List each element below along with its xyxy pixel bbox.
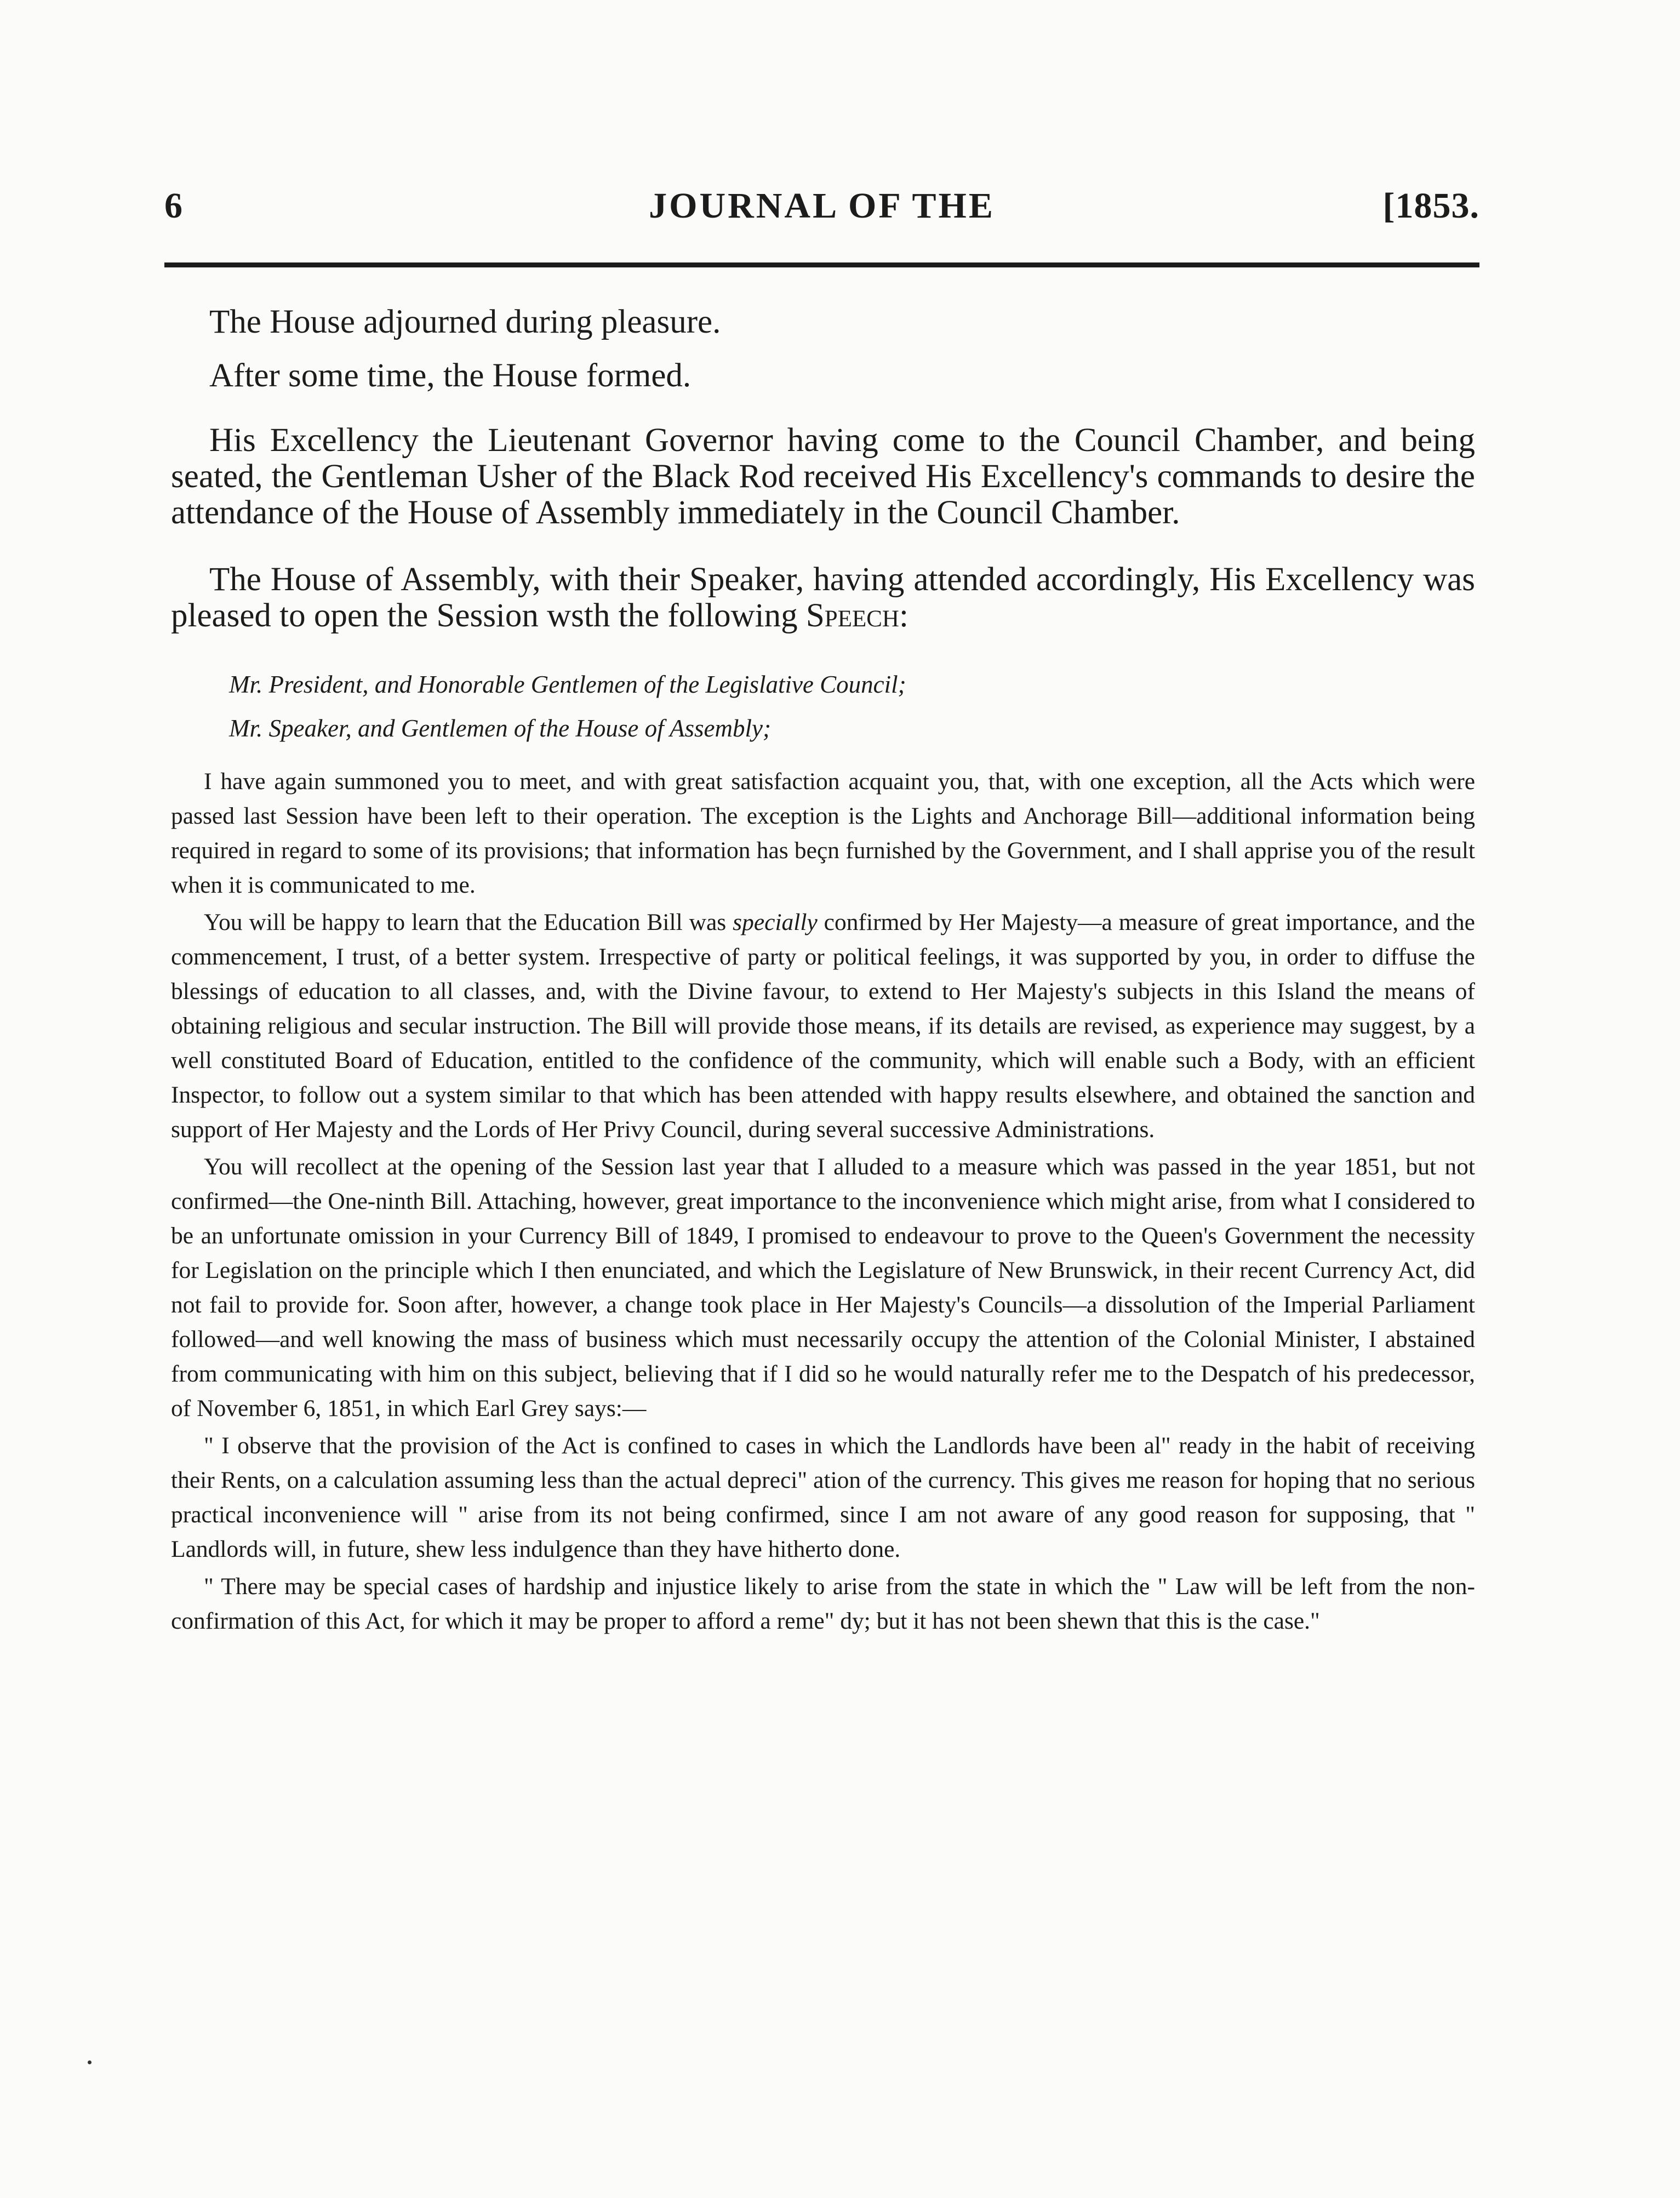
- address-line-assembly: Mr. Speaker, and Gentlemen of the House of Assembly;: [229, 715, 771, 742]
- quoted-despatch-paragraph-1: " I observe that the provision of the Act is confined to cases in which the Landlords have been al" ready in the habit of receiving their Rents, on a calculation assuming less than the actual depreci" ation of the currency. This gives me reason for hoping that no serious practical inconvenience will " arise from its not being confirmed, since I am not aware of any good reason for supposing, that " Landlords will, in future, shew less indulgence than they have hitherto done.: [171, 1432, 1475, 1562]
- speech-paragraph-education: [171, 905, 1475, 1147]
- education-emphasis: specially: [733, 909, 818, 935]
- page-body: [171, 304, 1475, 1641]
- education-text-start: You will be happy to learn that the Education Bill was: [204, 909, 733, 935]
- journal-title: JOURNAL OF THE: [649, 186, 995, 226]
- speech-paragraph-one-ninth-bill: You will recollect at the opening of the Session last year that I alluded to a measure which was passed in the year 1851, but not confirmed—the One-ninth Bill. Attaching, however, great importance to the inconvenience which might arise, from what I considered to be an unfortunate omission in your Currency Bill of 1849, I promised to endeavour to prove to the Queen's Government the necessity for Legislation on the principle which I then enunciated, and which the Legislature of New Brunswick, in their recent Currency Act, did not fail to provide for. Soon after, however, a change took place in Her Majesty's Councils—a dissolution of the Imperial Parliament followed—and well knowing the mass of business which must necessarily occupy the attention of the Colonial Minister, I abstained from communicating with him on this subject, believing that if I did so he would naturally refer me to the Despatch of his predecessor, of November 6, 1851, in which Earl Grey says:—: [171, 1154, 1475, 1421]
- education-text-end: confirmed by Her Majesty—a measure of great importance, and the commencement, I trust, of a better system. Irrespective of party or political feelings, it was supported by you, in order to diffuse the blessings of education to all classes, and, with the Divine favour, to extend to Her Majesty's subjects in this Island the means of obtaining religious and secular instruction. The Bill will provide those means, if its details are revised, as experience may suggest, by a well constituted Board of Education, entitled to the confidence of the community, which will enable such a Body, with an efficient Inspector, to follow out a system similar to that which has been attended with happy results elsewhere, and obtained the sanction and support of Her Majesty and the Lords of Her Privy Council, during several successive Administrations.: [171, 909, 1475, 1143]
- running-header: [164, 185, 1479, 229]
- formed-paragraph: After some time, the House formed.: [209, 357, 692, 394]
- assembly-text: The House of Assembly, with their Speaker, having attended accordingly, His Excellency was pleased to open the Session wsth the following: [171, 561, 1475, 634]
- year-marker: [1853.: [1382, 186, 1479, 226]
- speech-word: Speech:: [805, 597, 908, 634]
- speech-address: [229, 663, 1475, 750]
- header-rule: [164, 262, 1479, 267]
- assembly-paragraph: [171, 562, 1475, 634]
- adjourned-paragraph: The House adjourned during pleasure.: [209, 304, 721, 340]
- address-line-council: Mr. President, and Honorable Gentlemen of the Legislative Council;: [229, 671, 906, 698]
- quoted-despatch-paragraph-2: " There may be special cases of hardship and injustice likely to arise from the state in which the " Law will be left from the non-confirmation of this Act, for which it may be proper to afford a reme" dy; but it has not been shewn that this is the case.": [171, 1573, 1475, 1634]
- speech-paragraph-acts: I have again summoned you to meet, and with great satisfaction acquaint you, that, with one exception, all the Acts which were passed last Session have been left to their operation. The exception is the Lights and Anchorage Bill—additional information being required in regard to some of its provisions; that information has beçn furnished by the Government, and I shall apprise you of the result when it is communicated to me.: [171, 768, 1475, 898]
- page-number: 6: [164, 186, 183, 226]
- governor-paragraph: His Excellency the Lieutenant Governor having come to the Council Chamber, and being seated, the Gentleman Usher of the Black Rod received His Excellency's commands to desire the attendance of the House of Assembly immediately in the Council Chamber.: [171, 422, 1475, 531]
- margin-speck: [88, 2060, 92, 2064]
